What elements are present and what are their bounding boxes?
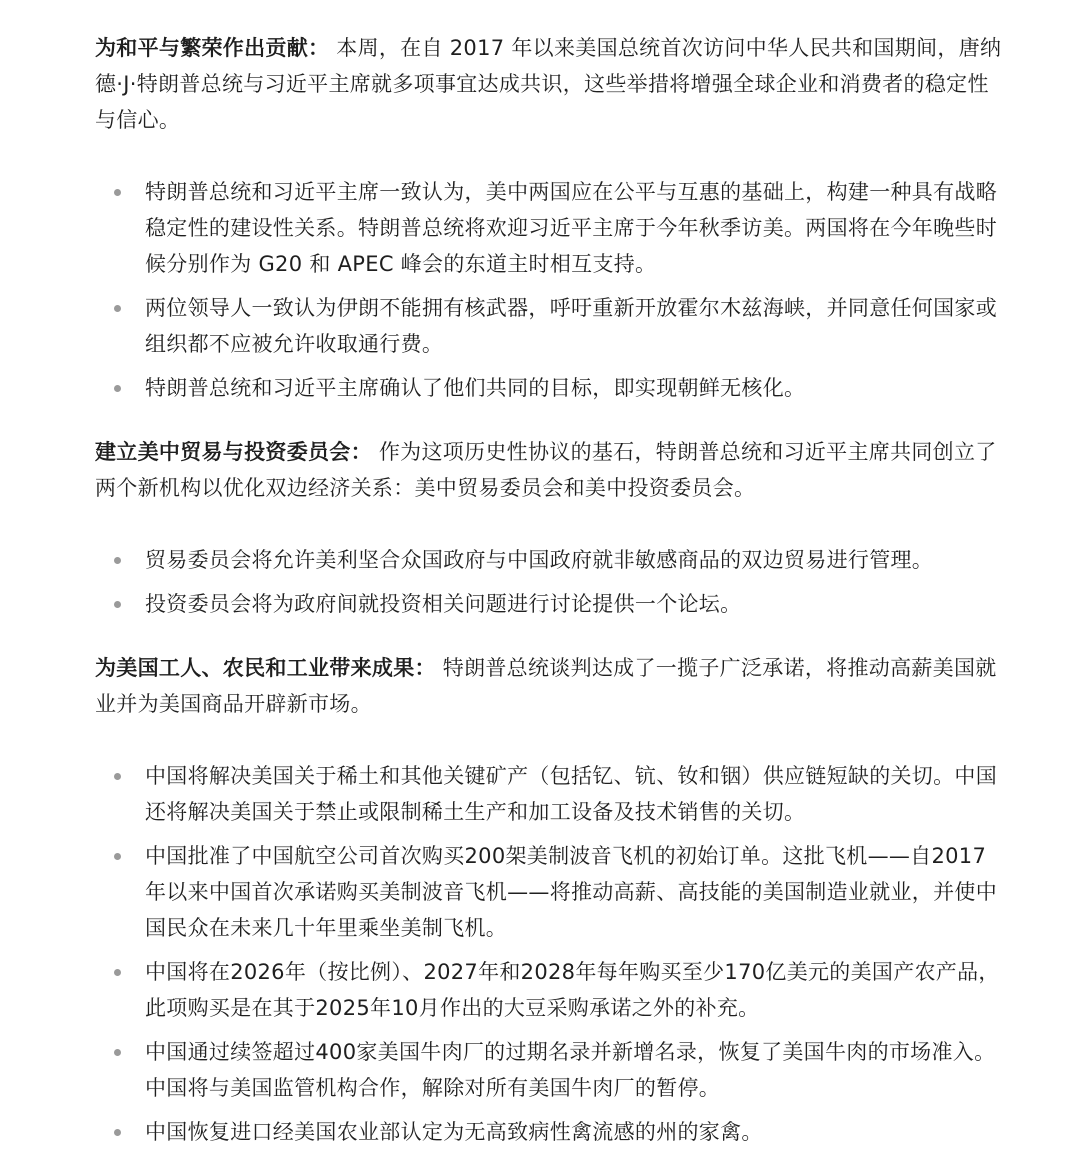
list-item: 中国将在2026年（按比例）、2027年和2028年每年购买至少170亿美元的美国产农产品，此项购买是在其于2025年10月作出的大豆采购承诺之外的补充。 <box>95 954 1002 1026</box>
list-item: 中国恢复进口经美国农业部认定为无高致病性禽流感的州的家禽。 <box>95 1114 1002 1150</box>
list-item: 两位领导人一致认为伊朗不能拥有核武器，呼吁重新开放霍尔木兹海峡，并同意任何国家或组织都不应被允许收取通行费。 <box>95 290 1002 362</box>
section-paragraph <box>95 650 1002 722</box>
list-item: 特朗普总统和习近平主席一致认为，美中两国应在公平与互惠的基础上，构建一种具有战略稳定性的建设性关系。特朗普总统将欢迎习近平主席于今年秋季访美。两国将在今年晚些时候分别作为 G20 和 APEC 峰会的东道主时相互支持。 <box>95 174 1002 282</box>
list-item: 中国通过续签超过400家美国牛肉厂的过期名录并新增名录，恢复了美国牛肉的市场准入。中国将与美国监管机构合作，解除对所有美国牛肉厂的暂停。 <box>95 1034 1002 1106</box>
section-paragraph <box>95 434 1002 506</box>
section-lead: 为和平与繁荣作出贡献： <box>95 36 330 60</box>
section-lead: 为美国工人、农民和工业带来成果： <box>95 656 436 680</box>
section-text: 作为这项历史性协议的基石，特朗普总统和习近平主席共同创立了两个新机构以优化双边经济关系：美中贸易委员会和美中投资委员会。 <box>95 440 997 500</box>
section-workers-farmers <box>95 650 1002 1150</box>
list-item: 贸易委员会将允许美利坚合众国政府与中国政府就非敏感商品的双边贸易进行管理。 <box>95 542 1002 578</box>
bullet-list <box>95 758 1002 1150</box>
list-item: 特朗普总统和习近平主席确认了他们共同的目标，即实现朝鲜无核化。 <box>95 370 1002 406</box>
list-item: 中国批准了中国航空公司首次购买200架美制波音飞机的初始订单。这批飞机——自2017年以来中国首次承诺购买美制波音飞机——将推动高薪、高技能的美国制造业就业，并使中国民众在未来几十年里乘坐美制飞机。 <box>95 838 1002 946</box>
bullet-list <box>95 174 1002 406</box>
section-paragraph <box>95 30 1002 138</box>
bullet-list <box>95 542 1002 622</box>
section-peace-prosperity <box>95 30 1002 434</box>
section-text: 本周，在自 2017 年以来美国总统首次访问中华人民共和国期间，唐纳德·J·特朗普总统与习近平主席就多项事宜达成共识，这些举措将增强全球企业和消费者的稳定性与信心。 <box>95 36 1002 132</box>
list-item: 投资委员会将为政府间就投资相关问题进行讨论提供一个论坛。 <box>95 586 1002 622</box>
section-trade-investment-board <box>95 434 1002 650</box>
list-item: 中国将解决美国关于稀土和其他关键矿产（包括钇、钪、钕和铟）供应链短缺的关切。中国还将解决美国关于禁止或限制稀土生产和加工设备及技术销售的关切。 <box>95 758 1002 830</box>
section-text: 特朗普总统谈判达成了一揽子广泛承诺，将推动高薪美国就业并为美国商品开辟新市场。 <box>95 656 997 716</box>
section-lead: 建立美中贸易与投资委员会： <box>95 440 372 464</box>
